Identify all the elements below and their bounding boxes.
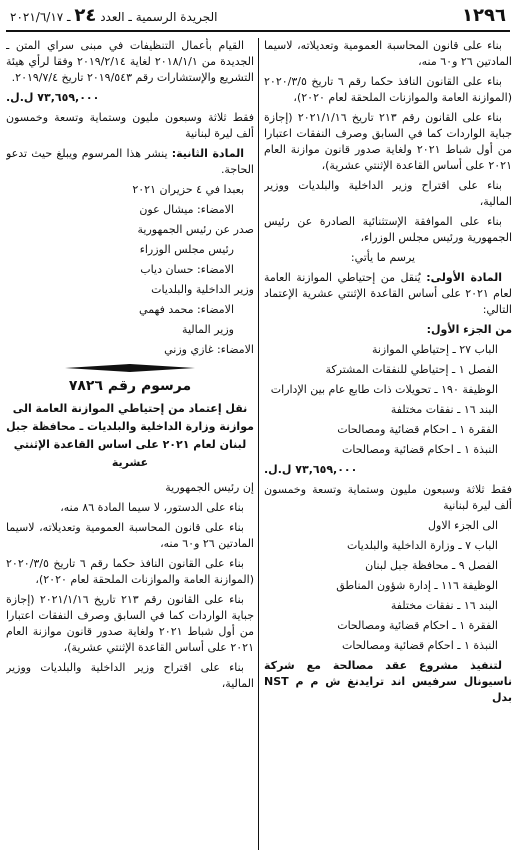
- clause-paragraph: بناء على اقتراح وزير الداخلية والبلديات ووزير المالية،: [264, 179, 512, 208]
- official-title: وزير المالية: [182, 323, 234, 336]
- from-item: البند ١٦ ـ نفقات مختلفة: [390, 403, 498, 416]
- dated-line: بعبدا في ٤ حزيران ٢٠٢١: [132, 183, 244, 196]
- section-divider: [6, 364, 254, 372]
- article-label: المادة الأولى:: [426, 271, 502, 284]
- amount: ٧٣,٦٥٩,٠٠٠ ل.ل.: [6, 91, 100, 104]
- column-divider: [258, 38, 259, 850]
- president-line: إن رئيس الجمهورية: [165, 481, 254, 494]
- page-header: [6, 4, 510, 32]
- decree-formula: يرسم ما يأتي:: [350, 251, 416, 264]
- signature: الامضاء: ميشال عون: [139, 203, 234, 216]
- signature: الامضاء: حسان دياب: [140, 263, 234, 276]
- clause-paragraph: بناء على الدستور، لا سيما المادة ٨٦ منه،: [60, 501, 244, 514]
- to-item: النبذة ١ ـ احكام قضائية ومصالحات: [342, 639, 498, 652]
- to-item: البند ١٦ ـ نفقات مختلفة: [390, 599, 498, 612]
- from-item: الفصل ١ ـ إحتياطي للنفقات المشتركة: [325, 363, 498, 376]
- issue-number: ٢٤: [74, 5, 97, 26]
- purpose-continuation: القيام بأعمال التنظيفات في مبنى سراي المتن ـ الجديدة من ٢٠١٨/١/١ لغاية ٢٠١٩/٢/١٤ وفقا لرأي هيئة التشريع والإستشارات رقم ٢٠١٩/٥٤٣ تاريخ ٢٠١٩/٧/٤.: [6, 39, 254, 84]
- issue-date: ـ ٢٠٢١/٦/١٧: [10, 10, 71, 24]
- clause-paragraph: بناء على القانون النافذ حكما رقم ٦ تاريخ ٢٠٢٠/٣/٥ (الموازنة العامة والموازنات الملحقة لعام ٢٠٢٠)،: [6, 557, 254, 586]
- right-column: [264, 38, 512, 852]
- decree-title: مرسوم رقم ٧٨٢٦: [68, 378, 192, 394]
- left-column: [6, 38, 254, 852]
- article-label: المادة الثانية:: [171, 147, 244, 160]
- from-item: النبذة ١ ـ احكام قضائية ومصالحات: [342, 443, 498, 456]
- purpose-paragraph: لتنفيذ مشروع عقد مصالحة مع شركة ناسيونال سرفيس اند ترايدنغ ش م م NST بدل: [264, 659, 512, 704]
- clause-paragraph: بناء على القانون رقم ٢١٣ تاريخ ٢٠٢١/١/١٦ (إجازة جباية الواردات كما في السابق وصرف النفقات اعتبارا من أول شباط ٢٠٢١ ولغاية صدور قانون موازنة العام ٢٠٢١ على أساس القاعدة الإثنتي عشرية)،: [264, 111, 512, 172]
- article-one: [264, 270, 512, 318]
- from-item: الوظيفة ١٩٠ ـ تحويلات ذات طابع عام بين الإدارات: [270, 383, 498, 396]
- to-item: الباب ٧ ـ وزارة الداخلية والبلديات: [347, 539, 498, 552]
- article-text: يُنقل من إحتياطي الموازنة العامة لعام ٢٠٢١ على أساس القاعدة الإثنتي عشرية الإعتماد التالي:: [264, 271, 512, 316]
- to-item: الفقرة ١ ـ احكام قضائية ومصالحات: [337, 619, 498, 632]
- clause-paragraph: بناء على اقتراح وزير الداخلية والبلديات ووزير المالية،: [6, 661, 254, 690]
- signature: الامضاء: غازي وزني: [164, 343, 254, 356]
- amount-in-words: فقط ثلاثة وسبعون مليون وستماية وتسعة وخمسون ألف ليرة لبنانية: [6, 111, 254, 140]
- clause-paragraph: بناء على قانون المحاسبة العمومية وتعديلاته، لاسيما المادتين ٢٦ و٦٠ منه،: [6, 521, 254, 550]
- signature: الامضاء: محمد فهمي: [139, 303, 234, 316]
- issued-by: صدر عن رئيس الجمهورية: [137, 223, 254, 236]
- to-item: الى الجزء الاول: [428, 519, 498, 532]
- clause-paragraph: بناء على قانون المحاسبة العمومية وتعديلاته، لاسيما المادتين ٢٦ و٦٠ منه،: [264, 39, 512, 68]
- from-item: الباب ٢٧ ـ إحتياطي الموازنة: [371, 343, 498, 356]
- from-part-heading: من الجزء الأول:: [426, 323, 512, 336]
- clause-paragraph: بناء على القانون النافذ حكما رقم ٦ تاريخ ٢٠٢٠/٣/٥ (الموازنة العامة والموازنات الملحقة لعام ٢٠٢٠)،: [264, 75, 512, 104]
- amount-in-words: فقط ثلاثة وسبعون مليون وستماية وتسعة وخمسون ألف ليرة لبنانية: [264, 483, 512, 512]
- page-number: ١٢٩٦: [462, 5, 506, 26]
- journal-name: الجريدة الرسمية ـ العدد: [100, 10, 218, 24]
- amount: ٧٣,٦٥٩,٠٠٠ ل.ل.: [264, 463, 358, 476]
- journal-info: [10, 6, 218, 27]
- from-item: الفقرة ١ ـ احكام قضائية ومصالحات: [337, 423, 498, 436]
- official-title: رئيس مجلس الوزراء: [139, 243, 234, 256]
- to-item: الفصل ٩ ـ محافظة جبل لبنان: [365, 559, 498, 572]
- official-title: وزير الداخلية والبلديات: [151, 283, 254, 296]
- article-text: ينشر هذا المرسوم ويبلغ حيث تدعو الحاجة.: [6, 147, 254, 176]
- decree-subject: نقل إعتماد من إحتياطي الموازنة العامة الى موازنة وزارة الداخلية والبلديات ـ محافظة جبل لبنان لعام ٢٠٢١ على اساس القاعدة الإثنتي عشرية: [6, 402, 254, 469]
- article-two: [6, 146, 254, 178]
- clause-paragraph: بناء على القانون رقم ٢١٣ تاريخ ٢٠٢١/١/١٦ (إجازة جباية الواردات كما في السابق وصرف النفقات اعتبارا من أول شباط ٢٠٢١ ولغاية صدور قانون موازنة العام ٢٠٢١ على أساس القاعدة الإثنتي عشرية)،: [6, 593, 254, 654]
- clause-paragraph: بناء على الموافقة الإستثنائية الصادرة عن رئيس الجمهورية ورئيس مجلس الوزراء،: [264, 215, 512, 244]
- to-item: الوظيفة ١١٦ ـ إدارة شؤون المناطق: [336, 579, 498, 592]
